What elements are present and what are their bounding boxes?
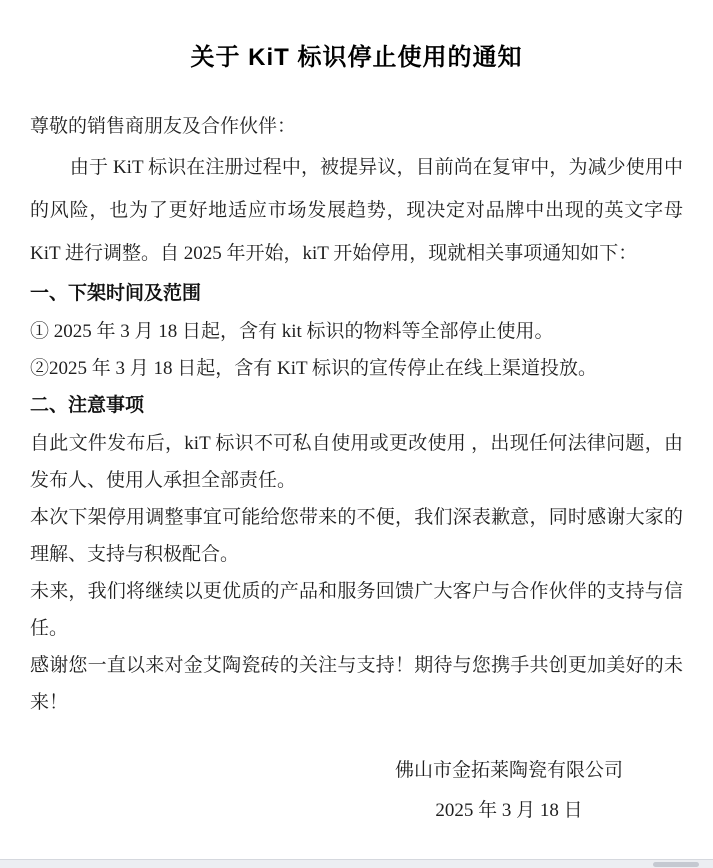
section-1-item-2: ②2025 年 3 月 18 日起，含有 KiT 标识的宣传停止在线上渠道投放。	[30, 358, 598, 379]
section-1-heading: 一、下架时间及范围	[30, 283, 202, 304]
section-2-paragraph-3: 未来，我们将继续以更优质的产品和服务回馈广大客户与合作伙伴的支持与信任。	[30, 581, 683, 639]
section-2-paragraph-1: 自此文件发布后，kiT 标识不可私自使用或更改使用 ，出现任何法律问题，由发布人、使用人承担全部责任。	[30, 433, 683, 491]
document-title: 关于 KiT 标识停止使用的通知	[190, 44, 523, 71]
section-2-heading: 二、注意事项	[30, 395, 145, 416]
intro-paragraph: 由于 KiT 标识在注册过程中，被提异议，目前尚在复审中，为减少使用中的风险，也为了更好地适应市场发展趋势，现决定对品牌中出现的英文字母 KiT 进行调整。自 2025 年开始，kiT 开始停用，现就相关事项通知如下：	[30, 157, 683, 264]
signature-date: 2025 年 3 月 18 日	[435, 800, 583, 821]
signature-company: 佛山市金拓莱陶瓷有限公司	[394, 760, 623, 781]
section-2-paragraph-2: 本次下架停用调整事宜可能给您带来的不便，我们深表歉意，同时感谢大家的理解、支持与积极配合。	[30, 507, 683, 565]
horizontal-scrollbar[interactable]	[0, 859, 713, 868]
section-2-paragraph-4: 感谢您一直以来对金艾陶瓷砖的关注与支持！期待与您携手共创更加美好的未来！	[30, 655, 683, 713]
salutation-line: 尊敬的销售商朋友及合作伙伴：	[30, 116, 297, 137]
signature-block	[395, 751, 623, 831]
scrollbar-thumb[interactable]	[653, 862, 699, 867]
section-1-item-1: ① 2025 年 3 月 18 日起，含有 kit 标识的物料等全部停止使用。	[30, 321, 554, 342]
